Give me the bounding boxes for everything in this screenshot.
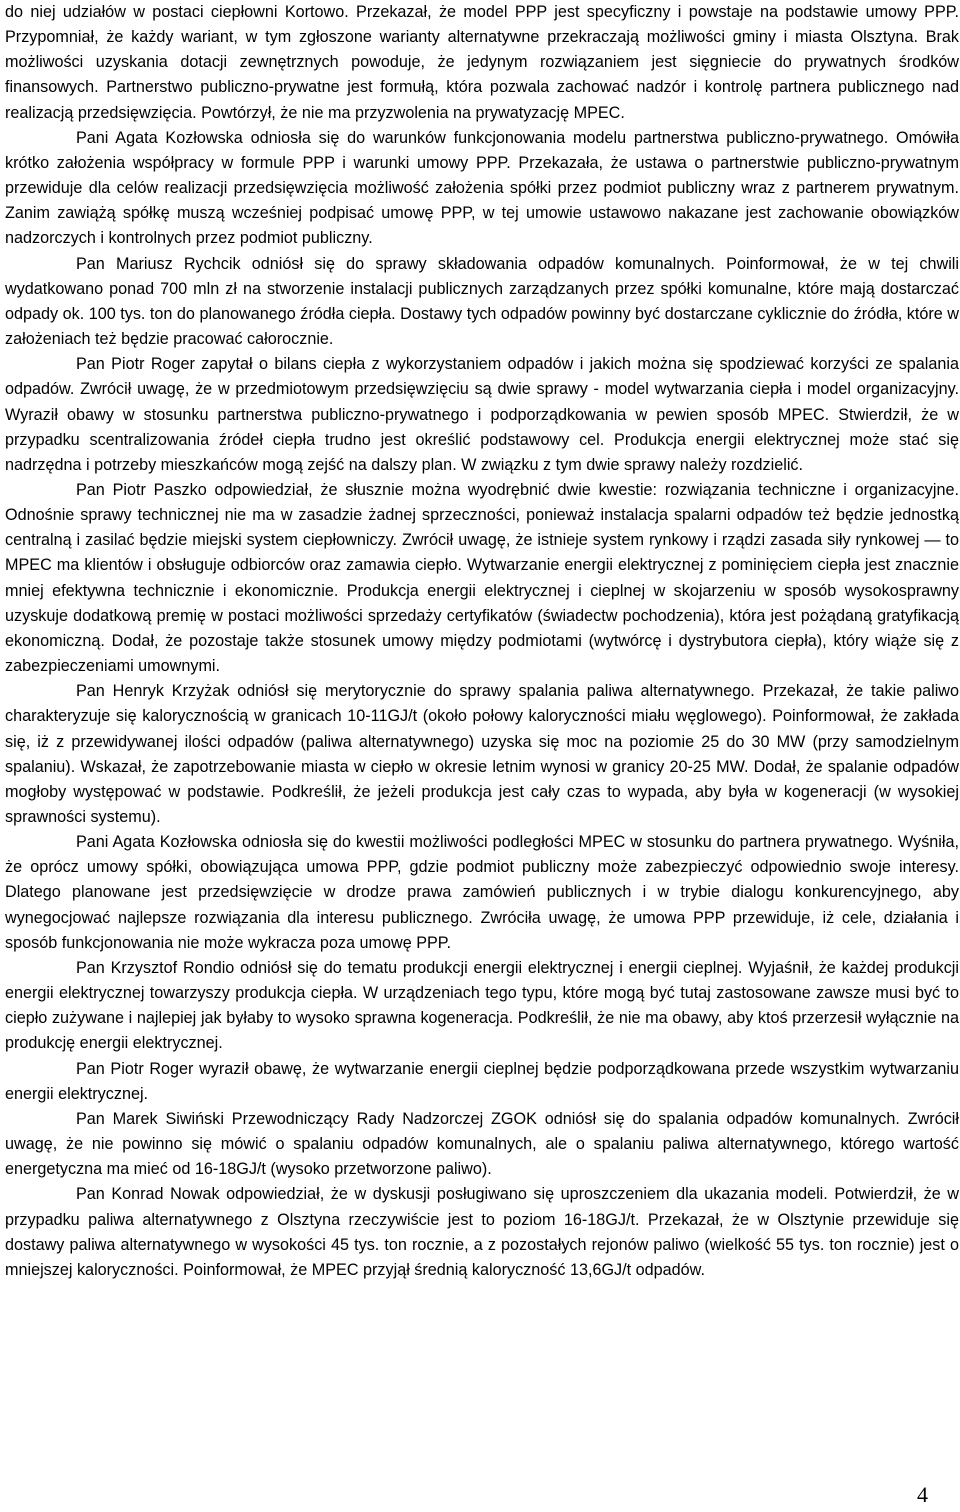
paragraph: Pan Krzysztof Rondio odniósł się do tematu produkcji energii elektrycznej i energii cieplnej. Wyjaśnił, że każdej produkcji energii elektrycznej towarzyszy produkcja ciepła. W urządzeniach tego typu, które mogą być tutaj zastosowane zawsze musi być to ciepło zużywane i najlepiej jak byłaby to wysoko sprawna kogeneracja. Podkreślił, że nie ma obawy, aby ktoś przerzesił wyłącznie na produkcję energii elektrycznej. — [5, 958, 959, 1053]
paragraph: Pan Mariusz Rychcik odniósł się do sprawy składowania odpadów komunalnych. Poinformował, że w tej chwili wydatkowano ponad 700 mln zł na stworzenie instalacji publicznych zarządzanych przez spółki komunalne, które mają dostarczać odpady ok. 100 tys. ton do planowanego źródła ciepła. Dostawy tych odpadów powinny być dostarczane cyklicznie do źródła, które w założeniach też będzie pracować całorocznie. — [5, 254, 959, 349]
paragraph: Pan Piotr Roger zapytał o bilans ciepła z wykorzystaniem odpadów i jakich można się spodziewać korzyści ze spalania odpadów. Zwrócił uwagę, że w przedmiotowym przedsięwzięciu są dwie sprawy - model wytwarzania ciepła i model organizacyjny. Wyraził obawy w stosunku partnerstwa publiczno-prywatnego i podporządkowania w pewien sposób MPEC. Stwierdził, że w przypadku scentralizowania źródeł ciepła trudno jest określić podstawowy cel. Produkcja energii elektrycznej może stać się nadrzędna i potrzeby mieszkańców mogą zejść na dalszy plan. W związku z tym dwie sprawy należy rozdzielić. — [5, 355, 959, 474]
page-number: 4 — [917, 1482, 928, 1507]
paragraph: do niej udziałów w postaci ciepłowni Kortowo. Przekazał, że model PPP jest specyficzny i powstaje na podstawie umowy PPP. Przypomniał, że każdy wariant, w tym zgłoszone warianty alternatywne przekraczają możliwości gminy i miasta Olsztyna. Brak możliwości uzyskania dotacji zewnętrznych powoduje, że jedynym rozwiązaniem jest sięgniecie do prywatnych środków finansowych. Partnerstwo publiczno-prywatne jest formułą, która pozwala zachować nadzór i kontrolę partnera publicznego nad realizacją przedsięwzięcia. Powtórzył, że nie ma przyzwolenia na prywatyzację MPEC. — [5, 3, 959, 122]
document-page — [5, 0, 959, 1283]
paragraph: Pan Konrad Nowak odpowiedział, że w dyskusji posługiwano się uproszczeniem dla ukazania modeli. Potwierdził, że w przypadku paliwa alternatywnego z Olsztyna rzeczywiście jest to poziom 16-18GJ/t. Przekazał, że w Olsztynie przewiduje się dostawy paliwa alternatywnego w wysokości 45 tys. ton rocznie, a z pozostałych rejonów paliwo (wielkość 55 tys. ton rocznie) jest o mniejszej kaloryczności. Poinformował, że MPEC przyjął średnią kaloryczność 13,6GJ/t odpadów. — [5, 1185, 959, 1279]
paragraph: Pani Agata Kozłowska odniosła się do warunków funkcjonowania modelu partnerstwa publiczno-prywatnego. Omówiła krótko założenia współpracy w formule PPP i warunki umowy PPP. Przekazała, że ustawa o partnerstwie publiczno-prywatnym przewiduje dla celów realizacji przedsięwzięcia możliwość założenia spółki przez podmiot publiczny wraz z partnerem prywatnym. Zanim zawiążą spółkę muszą wcześniej podpisać umowę PPP, w tej umowie ustawowo nakazane jest zachowanie obowiązków nadzorczych i kontrolnych przez podmiot publiczny. — [5, 128, 959, 248]
paragraph: Pan Piotr Paszko odpowiedział, że słusznie można wyodrębnić dwie kwestie: rozwiązania techniczne i organizacyjne. Odnośnie sprawy technicznej nie ma w zasadzie żadnej sprzeczności, ponieważ instalacja spalarni odpadów też będzie jednostką centralną i zasilać będzie miejski system ciepłowniczy. Zwrócił uwagę, że istnieje system rynkowy i rządzi zasada siły rynkowej — to MPEC ma klientów i obsługuje odbiorców oraz zamawia ciepło. Wytwarzanie energii elektrycznej z pominięciem ciepła jest znacznie mniej efektywna technicznie i ekonomicznie. Produkcja energii elektrycznej i cieplnej w skojarzeniu w sposób wysokosprawny uzyskuje dodatkową premię w postaci możliwości sprzedaży certyfikatów (świadectw pochodzenia), która jest pożądaną gratyfikacją ekonomiczną. Dodał, że pozostaje także stosunek umowy między podmiotami (wytwórcę i dystrybutora ciepła), który wiąże się z zabezpieczeniami umownymi. — [5, 480, 959, 676]
paragraph: Pan Marek Siwiński Przewodniczący Rady Nadzorczej ZGOK odniósł się do spalania odpadów komunalnych. Zwrócił uwagę, że nie powinno się mówić o spalaniu odpadów komunalnych, ale o spalaniu paliwa alternatywnego, którego wartość energetyczna ma mieć od 16-18GJ/t (wysoko przetworzone paliwo). — [5, 1109, 959, 1179]
paragraph: Pan Piotr Roger wyraził obawę, że wytwarzanie energii cieplnej będzie podporządkowana przede wszystkim wytwarzaniu energii elektrycznej. — [5, 1059, 959, 1103]
paragraph: Pani Agata Kozłowska odniosła się do kwestii możliwości podległości MPEC w stosunku do partnera prywatnego. Wyśniła, że oprócz umowy spółki, obowiązująca umowa PPP, gdzie podmiot publiczny może zabezpieczyć odpowiednio swoje interesy. Dlatego planowane jest przedsięwzięcie w drodze prawa zamówień publicznych i w trybie dialogu konkurencyjnego, aby wynegocjować najlepsze rozwiązania dla interesu publicznego. Zwróciła uwagę, że umowa PPP przewiduje, iż cele, działania i sposób funkcjonowania nie może wykracza poza umowę PPP. — [5, 833, 959, 952]
paragraph: Pan Henryk Krzyżak odniósł się merytorycznie do sprawy spalania paliwa alternatywnego. Przekazał, że takie paliwo charakteryzuje się kalorycznością w granicach 10-11GJ/t (około połowy kaloryczności miału węglowego). Poinformował, że zakłada się, iż z przewidywanej ilości odpadów (paliwa alternatywnego) uzyska się moc na poziomie 25 do 30 MW (przy samodzielnym spalaniu). Wskazał, że zapotrzebowanie miasta w ciepło w okresie letnim wynosi w granicy 20-25 MW. Dodał, że spalanie odpadów mogłoby występować w podstawie. Podkreślił, że jeżeli produkcja jest cały czas to wypada, aby była w kogeneracji (w wysokiej sprawności systemu). — [5, 682, 959, 826]
